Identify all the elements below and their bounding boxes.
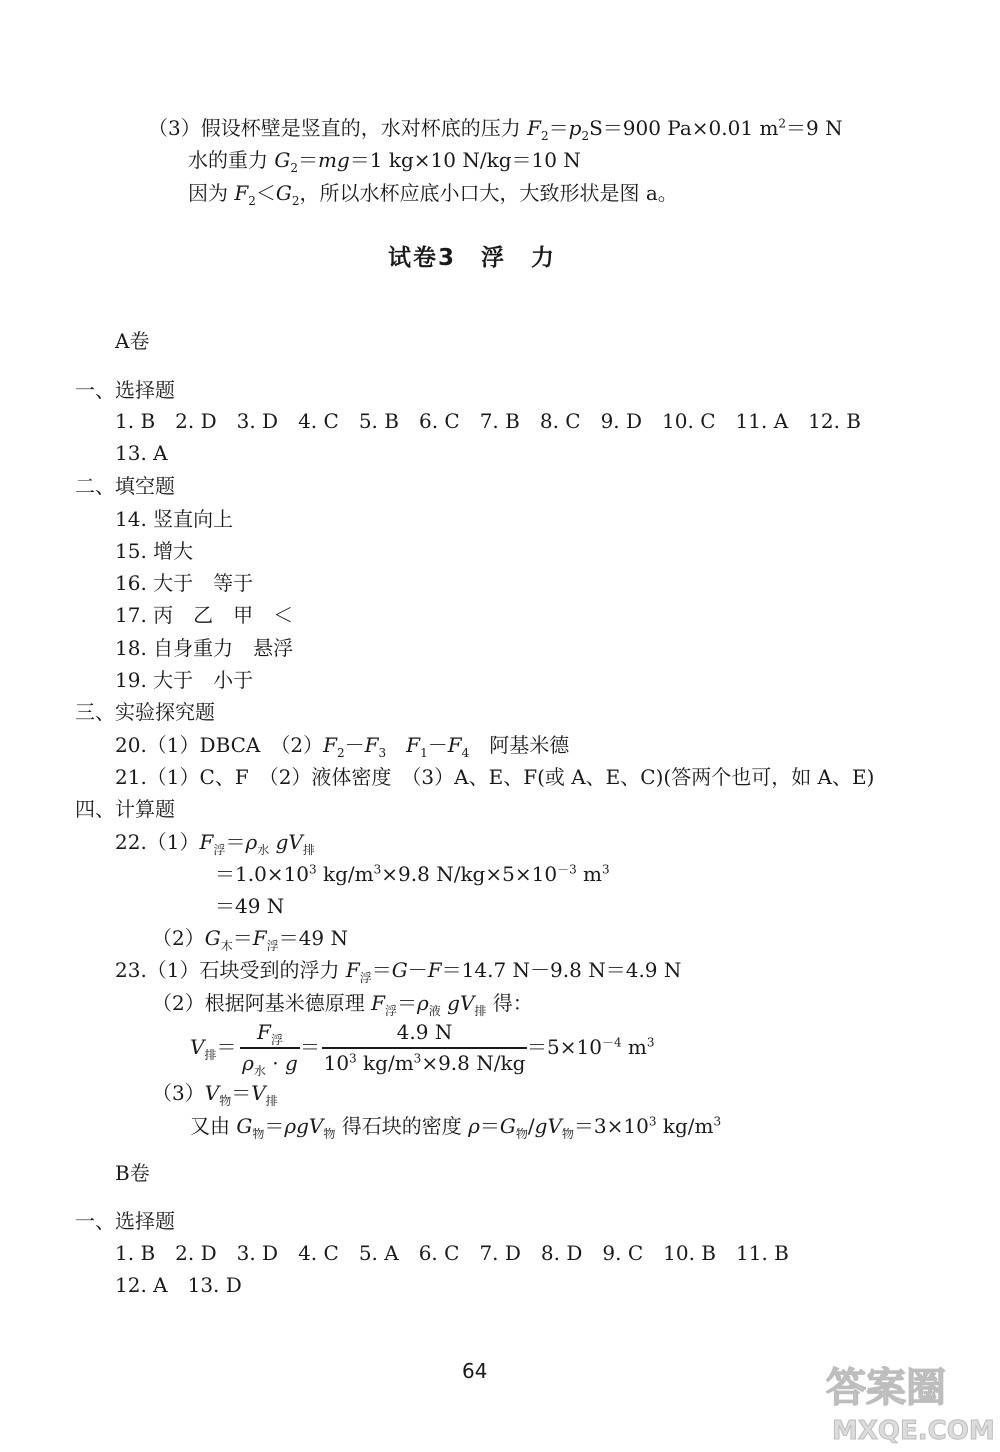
text: [386, 733, 406, 757]
text: 23.（1）石块受到的浮力: [115, 958, 346, 982]
var: p: [568, 116, 582, 140]
watermark-logo: [822, 1355, 997, 1447]
text: ＝: [225, 830, 246, 854]
sup: 3: [713, 1114, 722, 1129]
sub: 物: [515, 1127, 528, 1141]
text: ＝: [479, 1114, 500, 1138]
sub: 浮: [270, 1033, 283, 1047]
var: F: [447, 733, 462, 757]
part-heading: 四、计算题: [75, 797, 175, 821]
var: G: [391, 958, 408, 982]
watermark-graphic: [822, 1355, 997, 1447]
text: （2）: [152, 926, 205, 950]
text: m: [576, 862, 603, 886]
text: kg/m: [316, 862, 374, 886]
text: －: [407, 958, 428, 982]
var: F: [199, 830, 214, 854]
text: kg/m: [656, 1114, 714, 1138]
q22-line-2: [215, 862, 610, 886]
var: V: [251, 1081, 266, 1105]
text: ＝: [232, 926, 253, 950]
var: g: [534, 1114, 548, 1138]
text: －: [427, 733, 448, 757]
section-b-heading: B卷: [115, 1161, 150, 1185]
sub: 排: [302, 843, 315, 857]
page-title: 试卷3 浮 力: [388, 245, 557, 271]
text: 阿基米德: [469, 733, 570, 757]
var: ρ: [242, 1051, 254, 1075]
sub: 物: [561, 1127, 574, 1141]
sub: 浮: [266, 939, 279, 953]
sub: 2: [581, 129, 590, 143]
sup: －4: [601, 1035, 622, 1050]
fraction-denominator: [322, 1051, 527, 1075]
sup: 3: [413, 1051, 422, 1066]
sub: 水: [257, 843, 270, 857]
var: G: [275, 181, 292, 205]
text: 10: [323, 1051, 350, 1075]
sup: 3: [646, 1035, 655, 1050]
var: G: [499, 1114, 516, 1138]
fill-answer: 16. 大于 等于: [115, 571, 254, 595]
q23-line-1: [115, 958, 682, 985]
fill-answer: 17. 丙 乙 甲 ＜: [115, 603, 294, 627]
var: F: [364, 733, 379, 757]
text: m: [621, 1035, 647, 1059]
var: ρ: [417, 991, 429, 1015]
sup: 2: [778, 116, 787, 131]
text: S＝900 Pa×0.01 m: [589, 116, 779, 140]
q23-line-2: [152, 991, 533, 1018]
q23-formula-rhs: [527, 1035, 655, 1059]
top-line-1: [148, 116, 843, 143]
text: ＝: [548, 116, 569, 140]
sub: 2: [248, 194, 256, 208]
mc-answers-line: 1. B 2. D 3. D 4. C 5. B 6. C 7. B 8. C 9. D 10. C 11. A 12. B: [115, 409, 861, 433]
var: mg: [317, 148, 350, 172]
text: ＝: [371, 958, 392, 982]
sub: 2: [290, 161, 298, 175]
text: ＝3×10: [573, 1114, 649, 1138]
var: F: [323, 733, 337, 757]
text: ＝: [397, 991, 417, 1015]
sub: 排: [204, 1048, 217, 1062]
var: G: [274, 148, 291, 172]
text: ＝: [264, 1114, 285, 1138]
var: G: [204, 926, 221, 950]
text: 因为: [188, 181, 235, 205]
var: g: [269, 830, 289, 854]
fraction-1: [240, 1020, 300, 1076]
sub: 2: [291, 194, 300, 208]
watermark-text-top: 答案圈: [826, 1365, 946, 1411]
text: kg/m: [356, 1051, 414, 1075]
var: V: [288, 830, 303, 854]
q21-answer: 21.（1）C、F （2）液体密度 （3）A、E、F(或 A、E、C)(答两个也可，如 A、E): [115, 765, 875, 789]
sub: 2: [337, 746, 345, 760]
q23-line-5: [190, 1114, 722, 1141]
top-line-2: [188, 148, 581, 175]
sup: 3: [309, 862, 317, 877]
fraction-bar: [322, 1047, 527, 1049]
text: ·: [265, 1051, 286, 1075]
fraction-2: [322, 1020, 527, 1076]
sub: 浮: [213, 843, 226, 857]
text: ＝: [231, 1081, 252, 1105]
var: F: [234, 181, 249, 205]
var: ρ: [468, 1114, 480, 1138]
fill-answer: 19. 大于 小于: [115, 668, 254, 692]
sub: 浮: [359, 971, 372, 985]
var: V: [190, 1035, 205, 1059]
part-heading: 一、选择题: [75, 378, 175, 402]
mc-answers-line: 13. A: [115, 441, 168, 465]
equals-sign: ＝: [300, 1035, 320, 1059]
sub: 3: [378, 746, 387, 760]
sub: 1: [420, 746, 428, 760]
fill-answer: 14. 竖直向上: [115, 507, 234, 531]
var: g: [440, 991, 460, 1015]
var: F: [252, 926, 267, 950]
fraction-denominator: [240, 1051, 300, 1078]
var: G: [236, 1114, 253, 1138]
var: F: [427, 958, 442, 982]
sub: 排: [265, 1094, 278, 1108]
text: 得：: [486, 991, 533, 1015]
text: ＝5×10: [527, 1035, 602, 1059]
text: （3）: [152, 1081, 205, 1105]
q22-line-3: ＝49 N: [215, 894, 285, 918]
text: ＝49 N: [278, 926, 348, 950]
fraction-numerator: 4.9 N: [396, 1020, 453, 1044]
sub: 4: [461, 746, 470, 760]
var: F: [406, 733, 421, 757]
fraction-bar: [240, 1047, 300, 1049]
mc-answers-line: 12. A 13. D: [115, 1273, 242, 1297]
fill-answer: 15. 增大: [115, 539, 194, 563]
text: 水的重力: [188, 148, 275, 172]
var: V: [308, 1114, 324, 1138]
q20-answer: [115, 733, 570, 760]
text: 20.（1）DBCA （2）: [115, 733, 324, 757]
sup: 3: [349, 1051, 357, 1066]
text: 得石块的密度: [335, 1114, 469, 1138]
q22-line-4: [152, 926, 348, 953]
text: 又由: [190, 1114, 237, 1138]
text: －: [344, 733, 365, 757]
text: ＝14.7 N－9.8 N＝4.9 N: [441, 958, 682, 982]
var: V: [547, 1114, 562, 1138]
fraction-numerator: [240, 1020, 300, 1047]
var: F: [371, 991, 385, 1015]
sub: 物: [252, 1127, 265, 1141]
watermark-text-bottom: MXQE.COM: [832, 1416, 995, 1446]
sup: 3: [373, 862, 382, 877]
text: ＝9 N: [786, 116, 843, 140]
q23-line-4: [152, 1081, 278, 1108]
text: ＜: [255, 181, 276, 205]
mc-answers-line: 1. B 2. D 3. D 4. C 5. A 6. C 7. D 8. D 9. C 10. B 11. B: [115, 1241, 789, 1265]
sub: 水: [253, 1064, 266, 1078]
sub: 排: [474, 1004, 487, 1018]
var: g: [285, 1051, 298, 1075]
text: /: [527, 1114, 535, 1138]
text: ×9.8 N/kg: [421, 1051, 526, 1075]
text: ，所以水杯应底小口大，大致形状是图 a。: [299, 181, 678, 205]
text: 22.（1）: [115, 830, 200, 854]
fill-answer: 18. 自身重力 悬浮: [115, 636, 294, 660]
part-heading: 二、填空题: [75, 474, 175, 498]
sup: －3: [557, 862, 577, 877]
sub: 浮: [384, 1004, 397, 1018]
sup: 3: [648, 1114, 657, 1129]
text: （2）根据阿基米德原理: [152, 991, 372, 1015]
q23-formula-lhs: [190, 1035, 237, 1062]
var: F: [345, 958, 360, 982]
sub: 液: [428, 1004, 441, 1018]
text: ×9.8 N/kg×5×10: [381, 862, 558, 886]
var: F: [257, 1020, 271, 1044]
sup: 3: [602, 862, 610, 877]
section-a-heading: A卷: [115, 329, 150, 353]
text: ＝: [297, 148, 318, 172]
top-line-3: [188, 181, 678, 208]
q22-line-1: [115, 830, 315, 857]
var: V: [459, 991, 475, 1015]
var: ρ: [245, 830, 258, 854]
var: V: [204, 1081, 220, 1105]
sub: 物: [323, 1127, 336, 1141]
text: （3）假设杯壁是竖直的，水对杯底的压力: [148, 116, 528, 140]
page-number: 64: [462, 1359, 488, 1383]
part-heading: 三、实验探究题: [75, 700, 215, 724]
text: ＝1 kg×10 N/kg＝10 N: [349, 148, 581, 172]
text: ＝: [216, 1035, 237, 1059]
var: ρg: [284, 1114, 309, 1138]
sub: 2: [540, 129, 549, 143]
part-heading: 一、选择题: [75, 1209, 175, 1233]
sub: 木: [220, 939, 233, 953]
sub: 物: [219, 1094, 232, 1108]
text: ＝1.0×10: [215, 862, 310, 886]
var: F: [527, 116, 541, 140]
